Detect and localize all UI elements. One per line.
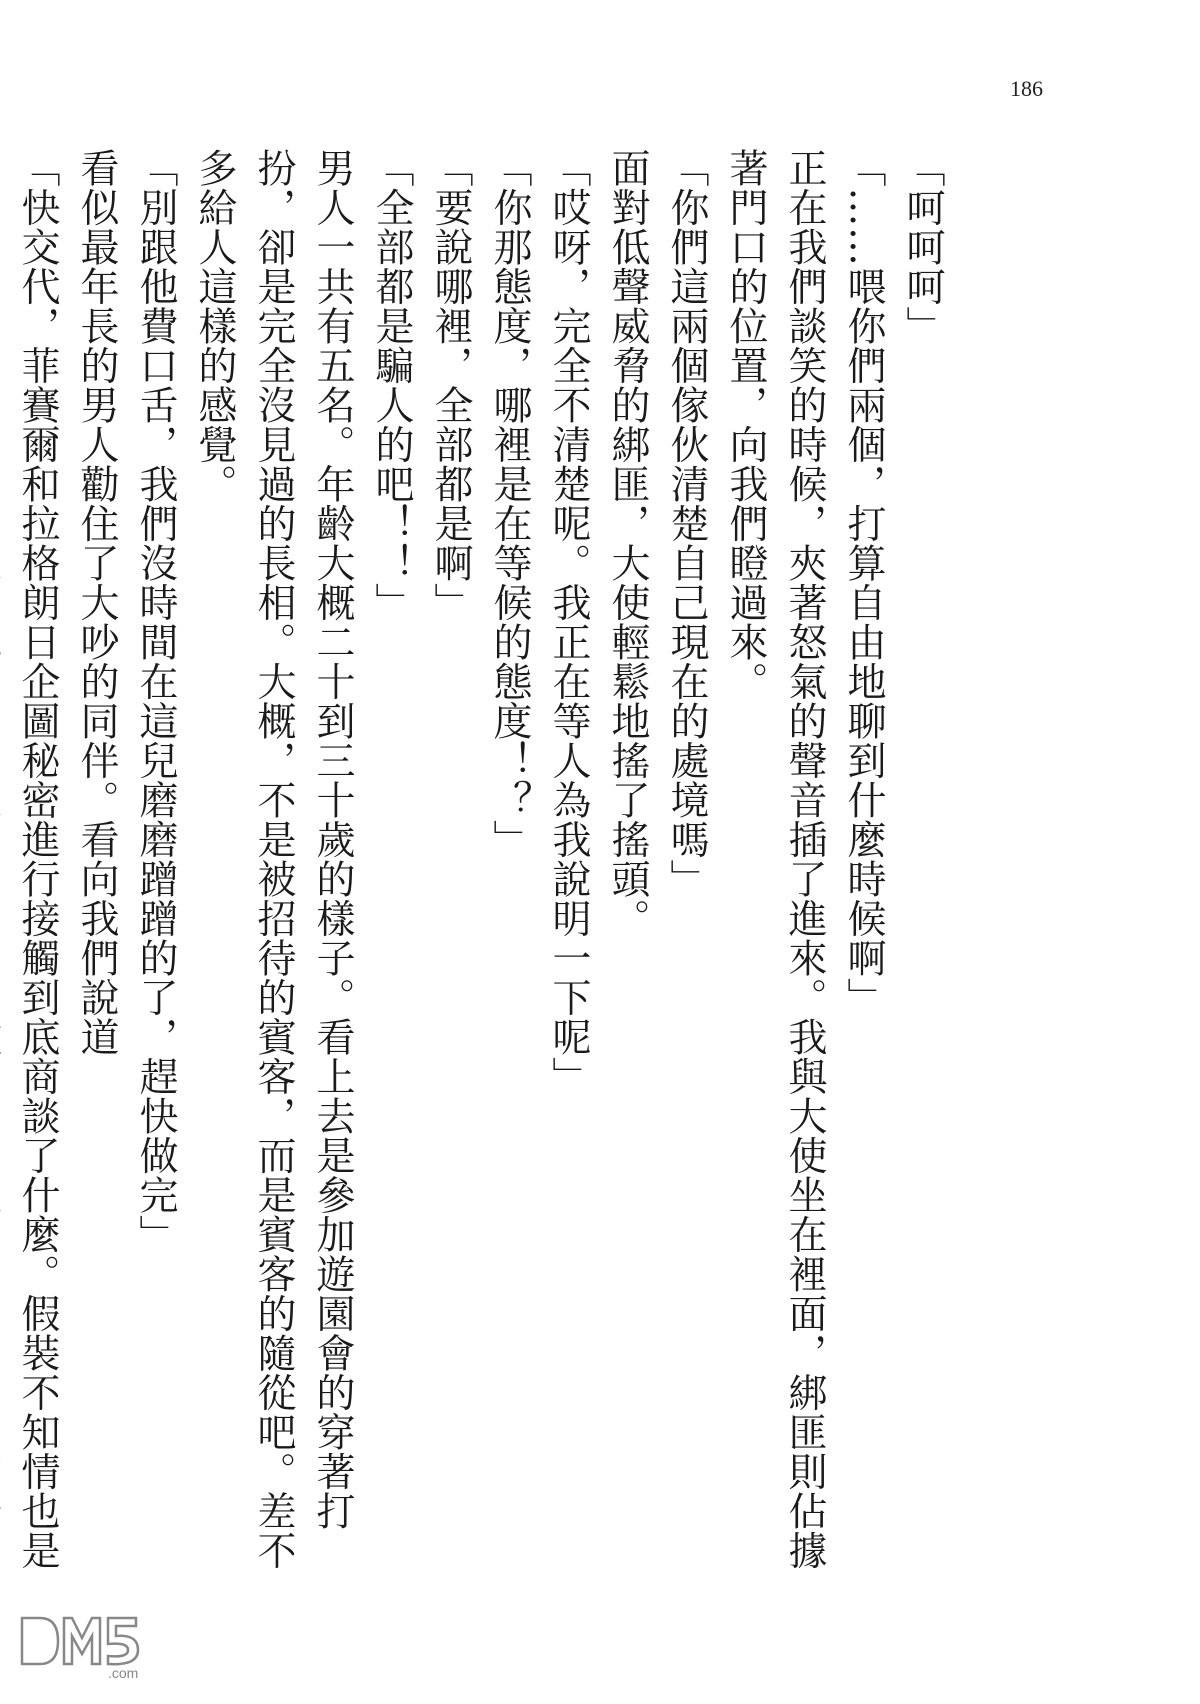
svg-text:.com: .com [108,1665,139,1681]
text-line-4: 「你們這兩個傢伙清楚自己現在的處境嗎」 [664,148,709,899]
text-line-2: 「……喂你們兩個，打算自由地聊到什麼時候啊」 [841,148,886,1017]
text-line-8: 「要說哪裡，全部都是啊」 [428,148,473,622]
page-number: 186 [1010,76,1043,101]
text-line-3: 正在我們談笑的時候，夾著怒氣的聲音插了進來。我與大使坐在裡面，綁匪則佔據著門口的位置，向我們瞪過來。 [723,148,827,1570]
text-line-1: 「呵呵呵」 [900,148,945,346]
text-line-5: 面對低聲威脅的綁匪，大使輕鬆地搖了搖頭。 [605,148,650,938]
text-line-11: 「別跟他費口舌，我們沒時間在這兒磨磨蹭蹭的了，趕快做完」 [133,148,178,1254]
text-line-7: 「你那態度，哪裡是在等候的態度！？」 [487,148,532,859]
text-line-12: 看似最年長的男人勸住了大吵的同伴。看向我們說道 [74,148,119,1057]
text-line-13: 「快交代，菲賽爾和拉格朗日企圖秘密進行接觸到底商談了什麼。假裝不知情也是 [15,148,60,1570]
body-text [0,148,952,1608]
text-line-10: 男人一共有五名。年齡大概二十到三十歲的樣子。看上去是參加遊園會的穿著打扮，卻是完全沒見過的長相。大概，不是被招待的賓客，而是賓客的隨從吧。差不多給人這樣的感覺。 [192,148,355,1570]
text-line-6: 「哎呀，完全不清楚呢。我正在等人為我說明一下呢」 [546,148,591,1096]
text-line-9: 「全部都是騙人的吧！！」 [369,148,414,622]
